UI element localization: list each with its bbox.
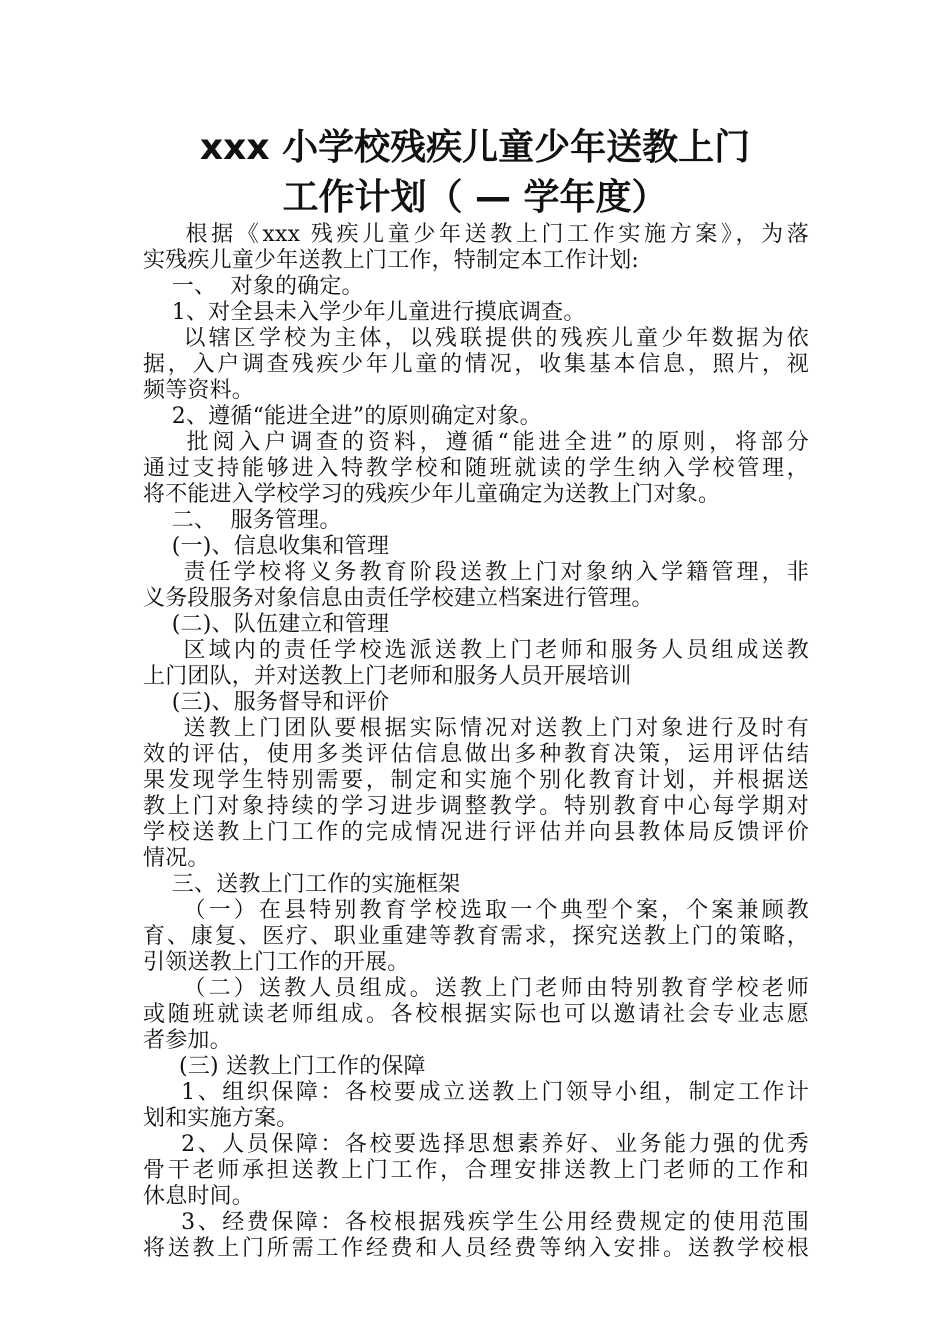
body-text-line: 2、人员保障：各校要选择思想素养好、业务能力强的优秀 [143,1132,809,1157]
body-text-line: 骨干老师承担送教上门工作，合理安排送教上门老师的工作和 [143,1158,809,1183]
body-text-line: (一)、信息收集和管理 [143,534,390,559]
body-text-line: 频等资料。 [143,378,255,403]
body-text-line: 者参加。 [143,1028,232,1053]
body-text-line: 批阅入户调查的资料，遵循“能进全进”的原则，将部分 [143,430,809,455]
body-text-line: 果发现学生特别需要，制定和实施个别化教育计划，并根据送 [143,768,809,793]
body-text-line: 引领送教上门工作的开展。 [143,950,410,975]
body-text-line: 1、对全县未入学少年儿童进行摸底调查。 [143,300,586,325]
body-text-line: 学校送教上门工作的完成情况进行评估并向县教体局反馈评价 [143,820,809,845]
body-text-line: 一、 对象的确定。 [143,274,364,299]
body-text-line: 义务段服务对象信息由责任学校建立档案进行管理。 [143,586,654,611]
body-text-line: （二）送教人员组成。送教上门老师由特别教育学校老师 [143,976,809,1001]
body-text-line: (三) 送教上门工作的保障 [143,1054,426,1079]
body-text-line: 上门团队，并对送教上门老师和服务人员开展培训 [143,664,632,689]
body-text-line: (二)、队伍建立和管理 [143,612,390,637]
body-text-line: 二、 服务管理。 [143,508,342,533]
body-text-line: 通过支持能够进入特教学校和随班就读的学生纳入学校管理， [143,456,809,481]
body-text-line: 教上门对象持续的学习进步调整教学。特别教育中心每学期对 [143,794,809,819]
body-text-line: 将不能进入学校学习的残疾少年儿童确定为送教上门对象。 [143,482,721,507]
body-text-line: （一）在县特别教育学校选取一个典型个案，个案兼顾教 [143,898,809,923]
body-text-line: 育、康复、医疗、职业重建等教育需求，探究送教上门的策略， [143,924,809,949]
body-text-line: 根据《xxx 残疾儿童少年送教上门工作实施方案》，为落 [143,222,809,247]
body-text-line: 区域内的责任学校选派送教上门老师和服务人员组成送教 [143,638,809,663]
body-text-line: 效的评估，使用多类评估信息做出多种教育决策，运用评估结 [143,742,809,767]
body-text-line: 2、遵循“能进全进”的原则确定对象。 [143,404,542,429]
body-text-line: 实残疾儿童少年送教上门工作，特制定本工作计划: [143,248,640,273]
body-text-line: 情况。 [143,846,210,871]
body-text-line: 责任学校将义务教育阶段送教上门对象纳入学籍管理，非 [143,560,809,585]
body-text-line: 3、经费保障：各校根据残疾学生公用经费规定的使用范围 [143,1210,809,1235]
body-text-line: 将送教上门所需工作经费和人员经费等纳入安排。送教学校根 [143,1236,809,1261]
body-text-line: 以辖区学校为主体，以残联提供的残疾儿童少年数据为依 [143,326,809,351]
body-text-line: 划和实施方案。 [143,1106,299,1131]
body-text-line: 1、组织保障：各校要成立送教上门领导小组，制定工作计 [143,1080,809,1105]
document-title-line-1: xxx 小学校残疾儿童少年送教上门 [199,127,751,168]
body-text-line: 休息时间。 [143,1184,255,1209]
body-text-line: 据，入户调查残疾少年儿童的情况，收集基本信息，照片，视 [143,352,809,377]
body-text-line: 或随班就读老师组成。各校根据实际也可以邀请社会专业志愿 [143,1002,809,1027]
document-title-line-2: 工作计划（ — 学年度） [282,177,668,218]
document-body [143,222,809,1262]
body-text-line: 送教上门团队要根据实际情况对送教上门对象进行及时有 [143,716,809,741]
body-text-line: 三、送教上门工作的实施框架 [143,872,461,897]
body-text-line: (三)、服务督导和评价 [143,690,390,715]
